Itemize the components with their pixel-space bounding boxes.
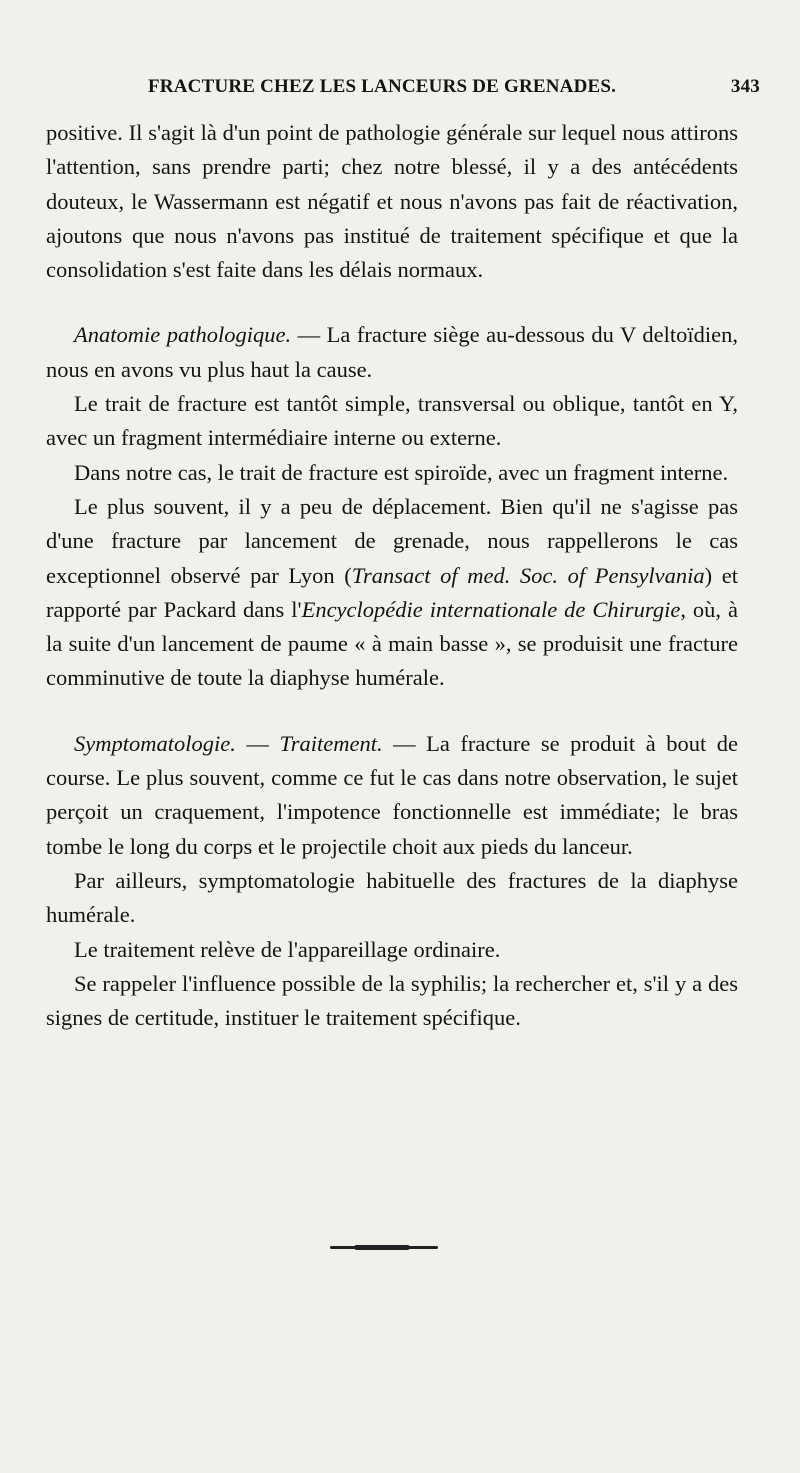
citation-encyclopedie: Encyclopédie internationale de Chirurgie — [301, 596, 681, 622]
paragraph-anatomie — [46, 318, 738, 387]
paragraph-text: Le plus souvent, il y a peu de déplacement. Bien qu'il ne s'agisse pas d'une fracture par lancement de grenade, nous rappellerons le cas exceptionnel observé par Lyon ( — [46, 493, 738, 588]
paragraph-text: ) et rapporté par Packard dans l' — [46, 562, 738, 622]
section-title-symptomatologie: Symptomatologie. — [74, 730, 236, 756]
page-header — [140, 76, 760, 106]
paragraph-text: Le trait de fracture est tantôt simple, transversal ou oblique, tantôt en Y, avec un fragment intermédiaire interne ou externe. — [46, 391, 738, 451]
paragraph — [46, 387, 738, 456]
page-number: 343 — [730, 76, 760, 97]
paragraph-text: Le traitement relève de l'appareillage ordinaire. — [74, 936, 501, 962]
paragraph-symptomatologie — [46, 727, 738, 864]
paragraph — [46, 456, 738, 490]
paragraph-text: — La fracture siège au-dessous du V deltoïdien, nous en avons vu plus haut la cause. — [46, 322, 738, 382]
paragraph-lyon-case — [46, 490, 738, 696]
paragraph-text: Se rappeler l'influence possible de la syphilis; la rechercher et, s'il y a des signes de certitude, instituer le traitement spécifique. — [46, 970, 738, 1031]
section-title-traitement: Traitement. — [279, 730, 383, 756]
body-text — [46, 116, 738, 1035]
dash: — — [235, 730, 280, 756]
citation-transact: Transact of med. Soc. of Pensylvania — [351, 562, 705, 588]
paragraph-text: — La fracture se produit à bout de course. Le plus souvent, comme ce fut le cas dans notre observation, le sujet perçoit un craquement, l'impotence fonctionnelle est immédiate; le bras tombe le long du corps et le projectile choit aux pieds du lanceur. — [46, 730, 738, 859]
paragraph — [46, 116, 738, 287]
paragraph-text: Dans notre cas, le trait de fracture est spiroïde, avec un fragment interne. — [74, 459, 729, 485]
section-title-anatomie: Anatomie pathologique. — [74, 322, 292, 348]
paragraph-text: Par ailleurs, symptomatologie habituelle des fractures de la diaphyse humérale. — [46, 867, 738, 928]
end-rule — [330, 1246, 438, 1249]
paragraph — [46, 933, 738, 967]
paragraph — [46, 967, 738, 1036]
paragraph — [46, 864, 738, 933]
running-title: FRACTURE CHEZ LES LANCEURS DE GRENADES. — [148, 76, 617, 97]
paragraph-text: , où, à la suite d'un lancement de paume « à main basse », se produisit une fracture comminutive de toute la diaphyse humérale. — [46, 596, 738, 691]
paragraph-text: positive. Il s'agit là d'un point de pathologie générale sur lequel nous attirons l'attention, sans prendre parti; chez notre blessé, il y a des antécédents douteux, le Wassermann est négatif et nous n'avons pas fait de réactivation, ajoutons que nous n'avons pas institué de traitement spécifique et que la consolidation s'est faite dans les délais normaux. — [46, 120, 738, 283]
